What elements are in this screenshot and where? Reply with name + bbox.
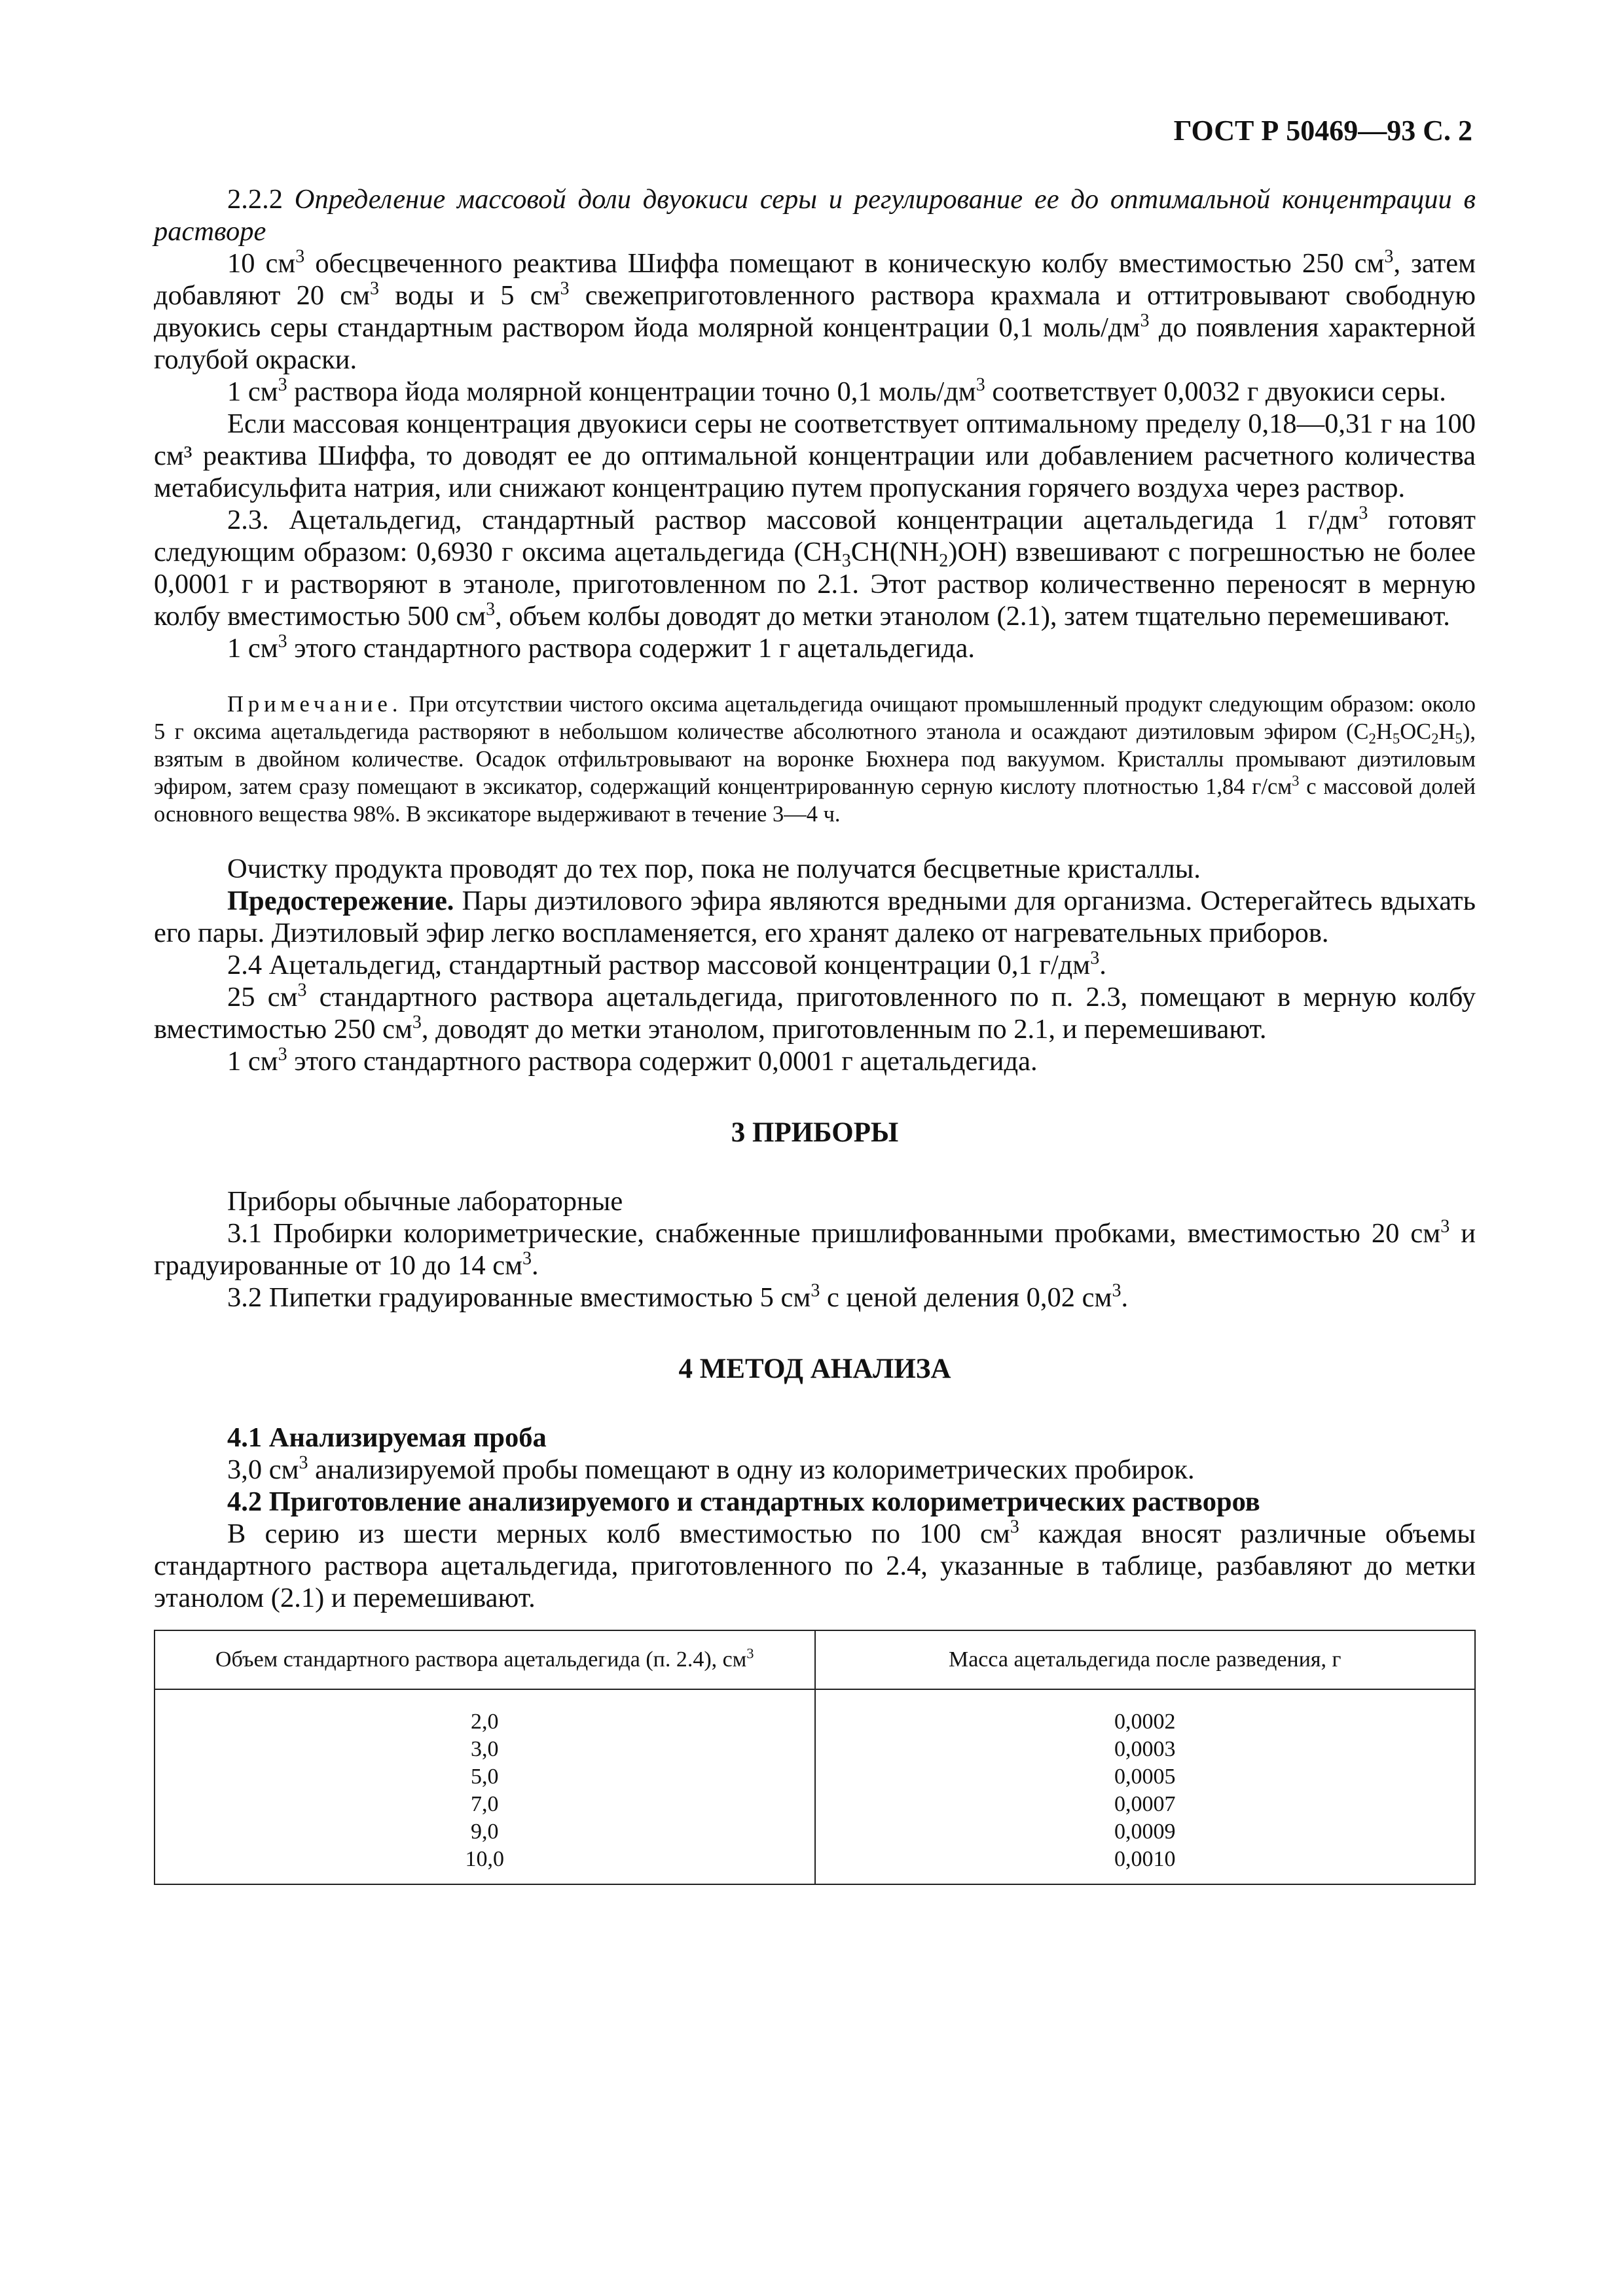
table-cell: 0,0009 (1114, 1820, 1176, 1844)
paragraph: 2.4 Ацетальдегид, стандартный раствор массовой концентрации 0,1 $г/дм^3$. (227, 948, 1106, 980)
section-4-title: 4 МЕТОД АНАЛИЗА (678, 1354, 951, 1384)
paragraph: 1 $см^3$ раствора йода молярной концентрации точно 0,1 моль/$дм^3$ соответствует 0,0032 г двуокиси серы. (227, 374, 1446, 407)
paragraph: 3.2 Пипетки градуированные вместимостью 5 $см^3$ с ценой деления 0,02 $см^3$. (227, 1280, 1129, 1313)
paragraph: В серию из шести мерных колб вместимостью по 100 $см^3$ каждая вносят различные объемы стандартного раствора ацетальдегида, приготовленного по 2.4, указанные в таблице, разбавляют до метки этанолом (2.1) и перемешивают. (154, 1516, 1476, 1613)
paragraph: Очистку продукта проводят до тех пор, пока не получатся бесцветные кристаллы. (227, 853, 1201, 884)
table-header-volume: Объем стандартного раствора ацетальдегида (п. 2.4), $см^3$ (155, 1630, 815, 1689)
table-cell: 5,0 (471, 1765, 499, 1789)
table-cell: 7,0 (471, 1792, 499, 1816)
paragraph: 25 $см^3$ стандартного раствора ацетальдегида, приготовленного по п. 2.3, помещают в мерную колбу вместимостью 250 $см^3$, доводят до метки этанолом, приготовленным по 2.1, и перемешивают. (154, 980, 1476, 1045)
paragraph: Приборы обычные лабораторные (227, 1186, 623, 1217)
warning-label: Предостережение. (227, 886, 454, 916)
section-3-title: 3 ПРИБОРЫ (731, 1117, 899, 1148)
mass-column (815, 1689, 1476, 1884)
subsection-4-2-heading: 4.2 Приготовление анализируемого и стандартных колориметрических растворов (227, 1486, 1260, 1517)
table-cell: 0,0005 (1114, 1765, 1176, 1789)
volume-column (155, 1689, 815, 1884)
table-cell: 0,0002 (1114, 1710, 1176, 1734)
subsection-4-1-heading: 4.1 Анализируемая проба (227, 1422, 547, 1453)
dilution-table (154, 1630, 1476, 1885)
paragraph: 3,0 $см^3$ анализируемой пробы помещают в одну из колориметрических пробирок. (227, 1452, 1195, 1485)
table-header-row (155, 1630, 1475, 1689)
paragraph: 1 $см^3$ этого стандартного раствора содержит 1 г ацетальдегида. (227, 631, 975, 664)
table-cell: 3,0 (471, 1737, 499, 1761)
section-2-2-2-title: Определение массовой доли двуокиси серы и регулирование ее до оптимальной концентрации в растворе (154, 184, 1476, 247)
paragraph: 2.3. Ацетальдегид, стандартный раствор массовой концентрации ацетальдегида 1 $г/дм^3$ готовят следующим образом: 0,6930 г оксима ацетальдегида $(CH_3CH(NH_2)OH)$ взвешивают с погрешностью не более 0,0001 г и растворяют в этаноле, приготовленном по 2.1. Этот раствор количественно переносят в мерную колбу вместимостью 500 $см^3$, объем колбы доводят до метки этанолом (2.1), затем тщательно перемешивают. (154, 503, 1476, 632)
table-row (155, 1689, 1475, 1884)
warning-paragraph: Предостережение. Пары диэтилового эфира являются вредными для организма. Остерегайтесь вдыхать его пары. Диэтиловый эфир легко воспламеняется, его хранят далеко от нагревательных приборов. (154, 886, 1476, 948)
paragraph: 1 $см^3$ этого стандартного раствора содержит 0,0001 г ацетальдегида. (227, 1044, 1038, 1077)
table-cell: 10,0 (465, 1847, 504, 1871)
table-cell: 2,0 (471, 1710, 499, 1734)
paragraph: Если массовая концентрация двуокиси серы не соответствует оптимальному пределу 0,18—0,31 г на 100 см³ реактива Шиффа, то доводят ее до оптимальной концентрации или добавлением расчетного количества метабисульфита натрия, или снижают концентрацию путем пропускания горячего воздуха через раствор. (154, 408, 1476, 503)
note-block: Примечание. При отсутствии чистого оксима ацетальдегида очищают промышленный продукт следующим образом: около 5 г оксима ацетальдегида растворяют в небольшом количестве абсолютного этанола и осаждают диэтиловым эфиром $(C_2H_5OC_2H_5)$, взятым в двойном количестве. Осадок отфильтровывают на воронке Бюхнера под вакуумом. Кристаллы промывают диэтиловым эфиром, затем сразу помещают в эксикатор, содержащий концентрированную серную кислоту плотностью 1,84 $г/см^3$ с массовой долей основного вещества 98%. В эксикаторе выдерживают в течение 3—4 ч. (154, 692, 1476, 827)
paragraph: 10 $см^3$ обесцвеченного реактива Шиффа помещают в коническую колбу вместимостью 250 $см^3$, затем добавляют 20 $см^3$ воды и 5 $см^3$ свежеприготовленного раствора крахмала и оттитровывают свободную двуокись серы стандартным раствором йода молярной концентрации 0,1 моль/$дм^3$ до появления характерной голубой окраски. (154, 246, 1476, 375)
paragraph: 3.1 Пробирки колориметрические, снабженные пришлифованными пробками, вместимостью 20 $см^3$ и градуированные от 10 до 14 $см^3$. (154, 1216, 1476, 1281)
section-2-2-2-heading: 2.2.2 Определение массовой доли двуокиси серы и регулирование ее до оптимальной концентрации в растворе (154, 184, 1476, 247)
page-header: ГОСТ Р 50469—93 С. 2 (1173, 115, 1472, 147)
note-label: Примечание. (227, 692, 403, 717)
table-cell: 0,0003 (1114, 1737, 1176, 1761)
table-cell: 0,0007 (1114, 1792, 1176, 1816)
table-header-mass: Масса ацетальдегида после разведения, г (815, 1630, 1476, 1689)
table-cell: 9,0 (471, 1820, 499, 1844)
table-cell: 0,0010 (1114, 1847, 1176, 1871)
